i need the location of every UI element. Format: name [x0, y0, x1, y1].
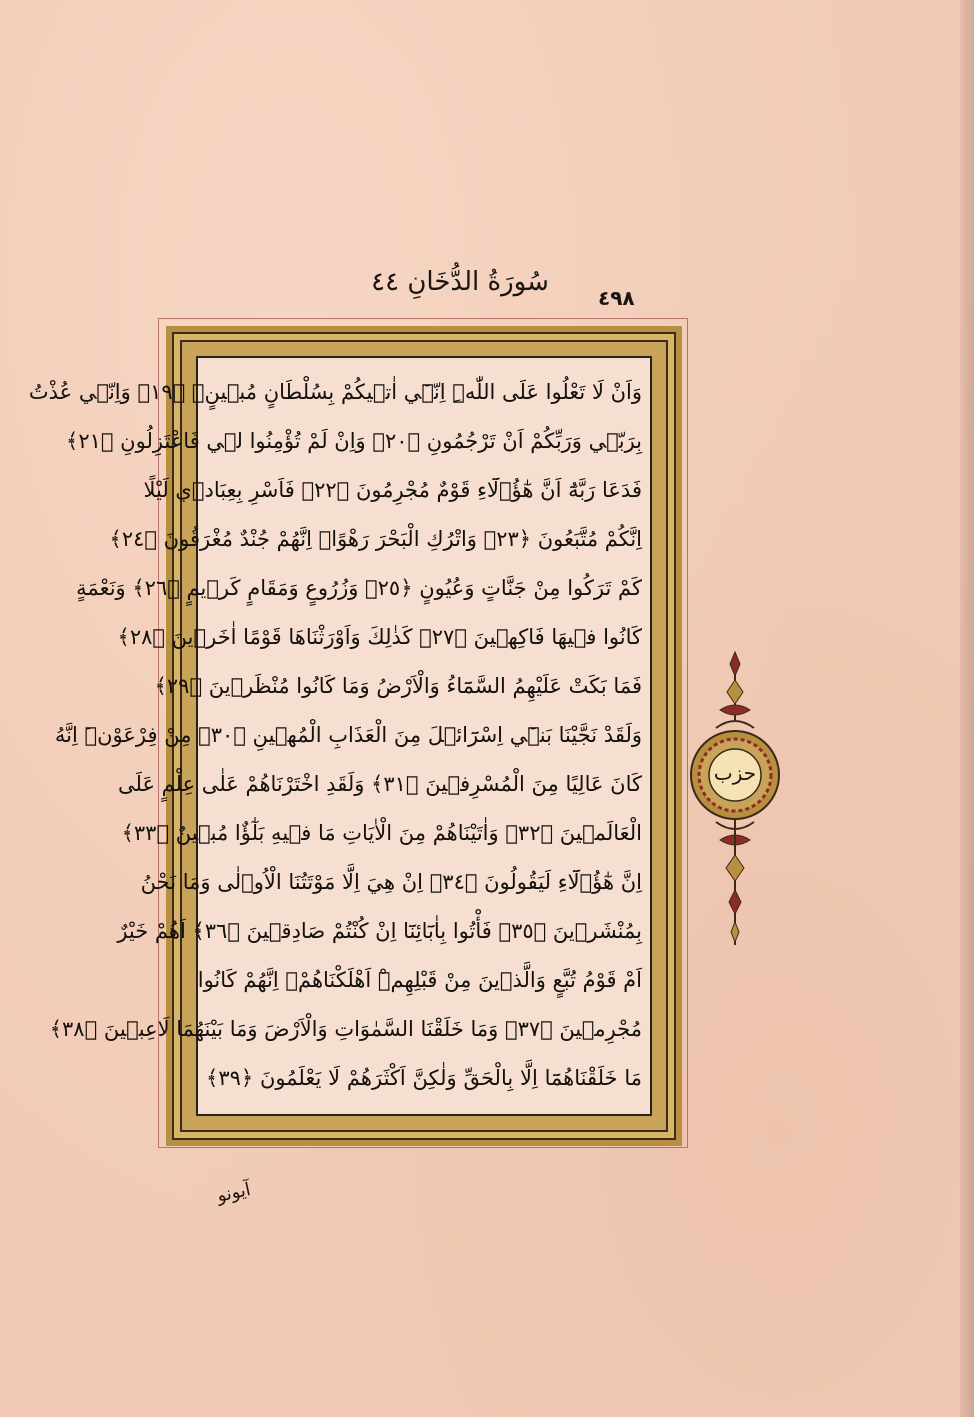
surah-title: سُورَةُ الدُّخَانِ ٤٤: [371, 267, 549, 297]
text-panel: [28, 356, 652, 1116]
text-line-10: الْعَالَم۪ينَ ﴿٣٢﴾ وَاٰتَيْنَاهُمْ مِنَ الْاٰيَاتِ مَا ف۪يهِ بَلٰٓؤٌا مُب۪ينٌ ﴿٣٣﴾: [121, 821, 642, 845]
text-line-15: مَا خَلَقْنَاهُمَٓا اِلَّا بِالْحَقِّ وَلٰكِنَّ اَكْثَرَهُمْ لَا يَعْلَمُونَ ﴿٣٩﴾: [206, 1066, 642, 1090]
text-line-5: كَمْ تَرَكُوا مِنْ جَنَّاتٍ وَعُيُونٍ ﴿٢٥﴾ وَزُرُوعٍ وَمَقَامٍ كَر۪يمٍ ﴿٢٦﴾ وَنَعْمَةٍ: [76, 576, 642, 600]
catchword: آيونو: [215, 1179, 253, 1207]
text-line-9: كَانَ عَالِيًا مِنَ الْمُسْرِف۪ينَ ﴿٣١﴾ وَلَقَدِ اخْتَرْنَاهُمْ عَلٰى عِلْمٍ عَلَى: [118, 772, 642, 796]
text-line-2: بِرَبّ۪ي وَرَبِّكُمْ اَنْ تَرْجُمُونِ ﴿٢٠﴾ وَاِنْ لَمْ تُؤْمِنُوا ل۪ي فَاعْتَزِلُونِ ﴿٢١﴾: [66, 429, 642, 453]
text-line-3: فَدَعَا رَبَّهُٓ اَنَّ هٰٓؤُ۬لَٓاءِ قَوْمٌ مُجْرِمُونَ ﴿٢٢﴾ فَاَسْرِ بِعِبَاد۪ي لَيْلًا: [143, 478, 642, 502]
text-line-6: كَانُوا ف۪يهَا فَاكِه۪ينَ ﴿٢٧﴾ كَذٰلِكَ وَاَوْرَثْنَاهَا قَوْمًا اٰخَر۪ينَ ﴿٢٨﴾: [117, 625, 642, 649]
text-line-4: اِنَّكُمْ مُتَّبَعُونَ ﴿٢٣﴾ وَاتْرُكِ الْبَحْرَ رَهْوًاۜ اِنَّهُمْ جُنْدٌ مُغْرَقُونَ ﴿٢٤﴾: [109, 527, 642, 551]
hizb-label: حزب: [713, 761, 757, 785]
page-edge-shadow: [960, 0, 974, 1417]
text-line-13: اَمْ قَوْمُ تُبَّعٍ وَالَّذ۪ينَ مِنْ قَبْلِهِمْۜ اَهْلَكْنَاهُمْؗ اِنَّهُمْ كَانُوا: [197, 968, 642, 992]
page-number: ٤٩٨: [598, 286, 635, 310]
text-line-11: اِنَّ هٰٓؤُ۬لَٓاءِ لَيَقُولُونَ ﴿٣٤﴾ اِنْ هِيَ اِلَّا مَوْتَتُنَا الْاُو۫لٰى وَمَا نَحْنُ: [140, 870, 642, 894]
text-line-14: مُجْرِم۪ينَ ﴿٣٧﴾ وَمَا خَلَقْنَا السَّمٰوَاتِ وَالْاَرْضَ وَمَا بَيْنَهُمَا لَاعِب۪ينَ ﴿٣٨﴾: [49, 1017, 642, 1041]
text-line-12: بِمُنْشَر۪ينَ ﴿٣٥﴾ فَأْتُوا بِاٰبَٓائِنَٓا اِنْ كُنْتُمْ صَادِق۪ينَ ﴿٣٦﴾ اَهُمْ خَيْرٌ: [117, 919, 642, 943]
text-line-7: فَمَا بَكَتْ عَلَيْهِمُ السَّمَٓاءُ وَالْاَرْضُ وَمَا كَانُوا مُنْظَر۪ينَ ﴿٢٩﴾: [154, 674, 642, 698]
text-line-8: وَلَقَدْ نَجَّيْنَا بَن۪ٓي اِسْرَٓائ۪لَ مِنَ الْعَذَابِ الْمُه۪ينِ ﴿٣٠﴾ مِنْ فِرْعَوْنَۜ اِنَّهُ: [54, 723, 642, 747]
text-line-1: وَاَنْ لَا تَعْلُوا عَلَى اللّٰهِۜ اِنّ۪ٓي اٰت۪يكُمْ بِسُلْطَانٍ مُب۪ينٍۚ ﴿١٩﴾ وَاِنّ۪ي عُذْتُ: [28, 380, 642, 404]
hizb-marker-ornament: [680, 650, 790, 950]
